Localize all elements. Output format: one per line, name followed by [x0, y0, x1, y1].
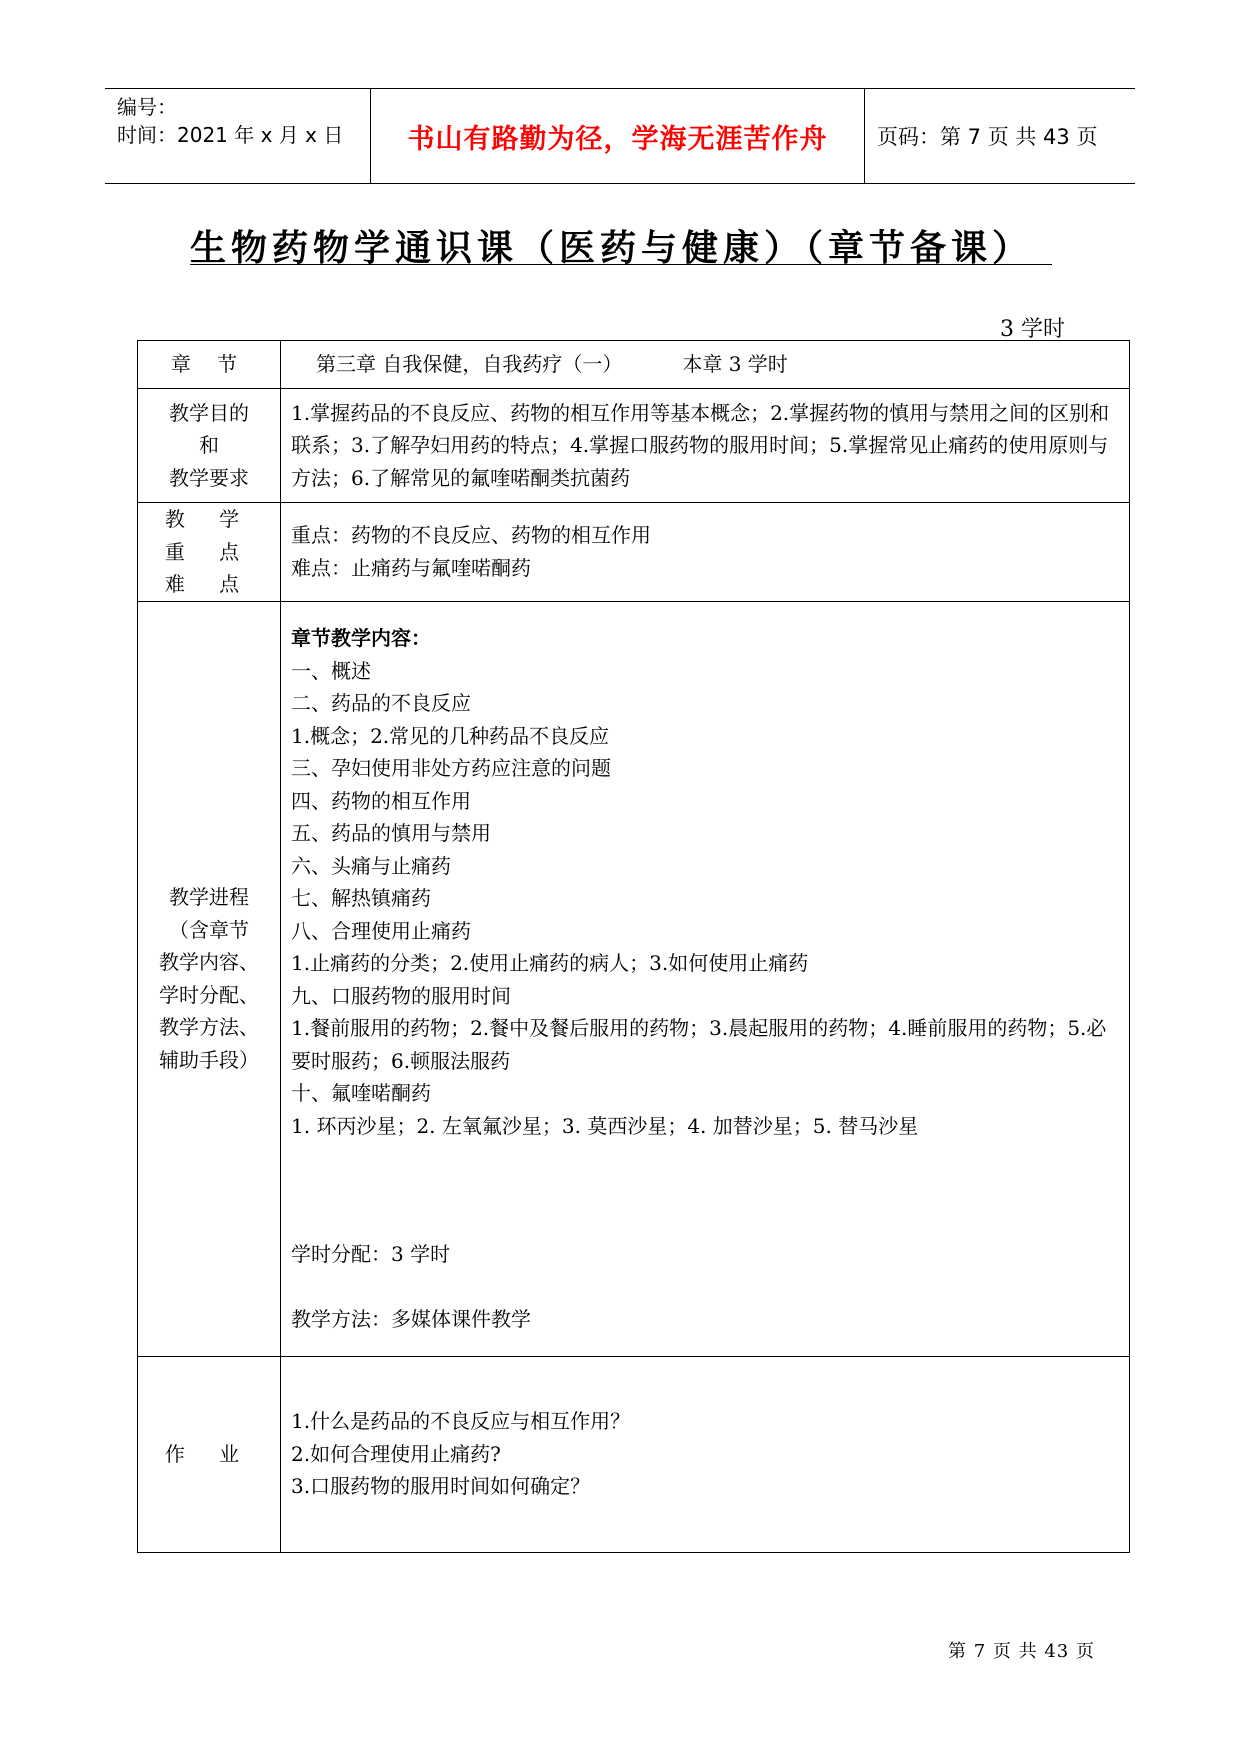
objectives-content: 1.掌握药品的不良反应、药物的相互作用等基本概念；2.掌握药物的慎用与禁用之间的区别和联系；3.了解孕妇用药的特点；4.掌握口服药物的服用时间；5.掌握常见止痛药的使用原则与方法；6.了解常见的氟喹喏酮类抗菌药 — [281, 389, 1130, 503]
total-hours: 3 学时 — [1000, 317, 1065, 342]
homework-row — [138, 1356, 1130, 1552]
process-line: 二、药品的不良反应 — [291, 691, 471, 715]
process-label: 教学进程 （含章节 教学内容、 学时分配、 教学方法、 辅助手段） — [138, 601, 281, 1356]
process-line: 三、孕妇使用非处方药应注意的问题 — [291, 756, 611, 780]
header-motto: 书山有路勤为径，学海无涯苦作舟 — [370, 89, 865, 183]
page-header — [105, 88, 1135, 184]
key-points-label: 教 学 重 点 难 点 — [138, 503, 281, 602]
header-meta — [105, 89, 370, 183]
key-points-row — [138, 503, 1130, 602]
process-line: 1.餐前服用的药物；2.餐中及餐后服用的药物；3.晨起服用的药物；4.睡前服用的药物；5.必要时服药；6.顿服法服药 — [291, 1016, 1107, 1073]
time-allocation: 学时分配：3 学时 — [291, 1242, 451, 1266]
process-line: 一、概述 — [291, 658, 371, 683]
homework-label: 作 业 — [138, 1356, 281, 1552]
homework-item: 3.口服药物的服用时间如何确定？ — [291, 1474, 591, 1499]
page-footer: 第 7 页 共 43 页 — [948, 1641, 1095, 1662]
chapter-content — [281, 341, 1130, 389]
process-line: 七、解热镇痛药 — [291, 886, 431, 910]
process-line: 四、药物的相互作用 — [291, 788, 471, 813]
chapter-row — [138, 341, 1130, 389]
process-line: 五、药品的慎用与禁用 — [291, 821, 491, 845]
process-line: 九、口服药物的服用时间 — [291, 983, 511, 1008]
teaching-method: 教学方法：多媒体课件教学 — [291, 1306, 531, 1331]
document-title: 生物药物学通识课（医药与健康）（章节备课） — [190, 220, 1052, 265]
process-line: 1.概念；2.常见的几种药品不良反应 — [291, 723, 610, 748]
doc-number-label: 编号： — [117, 95, 177, 119]
process-line: 十、氟喹喏酮药 — [291, 1081, 431, 1105]
key-point: 重点：药物的不良反应、药物的相互作用 — [291, 523, 651, 548]
homework-content — [281, 1356, 1130, 1552]
lesson-plan-table — [137, 340, 1130, 1553]
homework-item: 2.如何合理使用止痛药? — [291, 1441, 501, 1466]
chapter-title: 第三章 自我保健，自我药疗（一） — [316, 352, 623, 377]
objectives-row — [138, 389, 1130, 503]
process-line: 八、合理使用止痛药 — [291, 918, 471, 943]
chapter-label: 章 节 — [138, 341, 281, 389]
objectives-label: 教学目的 和 教学要求 — [138, 389, 281, 503]
process-line: 六、头痛与止痛药 — [291, 853, 451, 878]
doc-time-label: 时间：2021 年 x 月 x 日 — [117, 123, 344, 147]
chapter-hours: 本章 3 学时 — [682, 352, 788, 377]
difficult-point: 难点：止痛药与氟喹喏酮药 — [291, 555, 531, 580]
header-page-label: 页码：第 7 页 共 43 页 — [877, 125, 1098, 149]
homework-item: 1.什么是药品的不良反应与相互作用？ — [291, 1409, 631, 1434]
process-heading: 章节教学内容： — [291, 626, 431, 650]
process-line: 1.止痛药的分类；2.使用止痛药的病人；3.如何使用止痛药 — [291, 951, 809, 975]
process-row — [138, 601, 1130, 1356]
process-line: 1. 环丙沙星；2. 左氧氟沙星；3. 莫西沙星；4. 加替沙星；5. 替马沙星 — [291, 1113, 919, 1138]
process-content — [281, 601, 1130, 1356]
key-points-content — [281, 503, 1130, 602]
